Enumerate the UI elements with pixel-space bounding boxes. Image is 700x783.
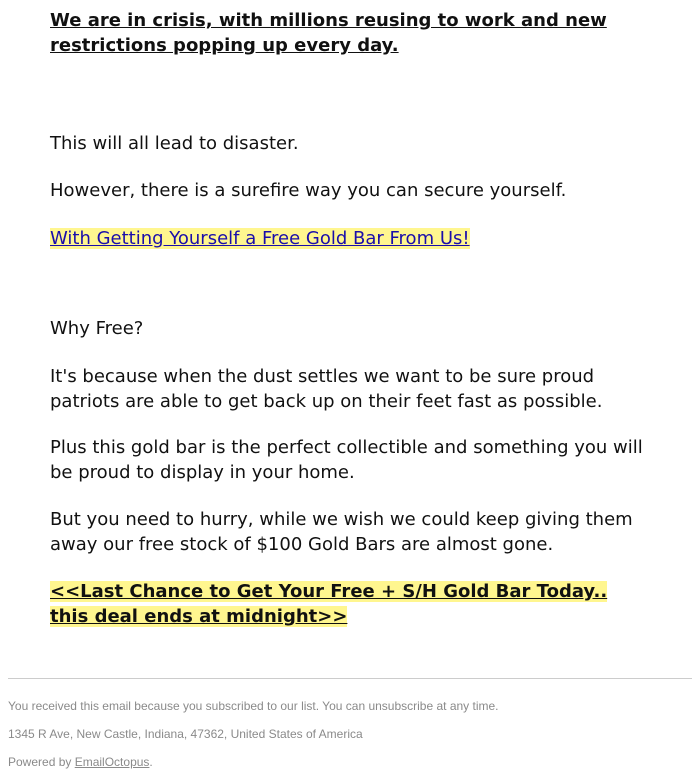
paragraph-plus: Plus this gold bar is the perfect collectible and something you will be proud to display in your home. (50, 437, 643, 483)
headline: We are in crisis, with millions reusing to work and new restrictions popping up every day. (50, 10, 607, 56)
footer-powered-by (8, 754, 692, 770)
cta-line-1: <<Last Chance to Get Your Free + S/H Gold Bar Today.. (50, 581, 608, 602)
offer-link[interactable]: With Getting Yourself a Free Gold Bar From Us! (50, 228, 470, 249)
paragraph-because: It's because when the dust settles we want to be sure proud patriots are able to get back up on their feet fast as possible. (50, 366, 603, 412)
cta-link[interactable] (50, 581, 607, 627)
footer-divider (8, 678, 692, 679)
offer-paragraph (50, 226, 660, 251)
cta-line-2: this deal ends at midnight>> (50, 606, 348, 627)
footer-address: 1345 R Ave, New Castle, Indiana, 47362, United States of America (8, 727, 363, 741)
powered-by-suffix: . (149, 755, 153, 769)
footer-subscribe-notice: You received this email because you subscribed to our list. You can unsubscribe at any time. (8, 699, 499, 713)
paragraph-why-free: Why Free? (50, 318, 144, 339)
emailoctopus-link[interactable]: EmailOctopus (74, 755, 150, 769)
cta-paragraph (50, 579, 660, 629)
paragraph-disaster: This will all lead to disaster. (50, 133, 299, 154)
powered-by-prefix: Powered by (8, 755, 72, 769)
paragraph-hurry: But you need to hurry, while we wish we could keep giving them away our free stock of $100 Gold Bars are almost gone. (50, 509, 633, 555)
paragraph-secure: However, there is a surefire way you can secure yourself. (50, 180, 567, 201)
